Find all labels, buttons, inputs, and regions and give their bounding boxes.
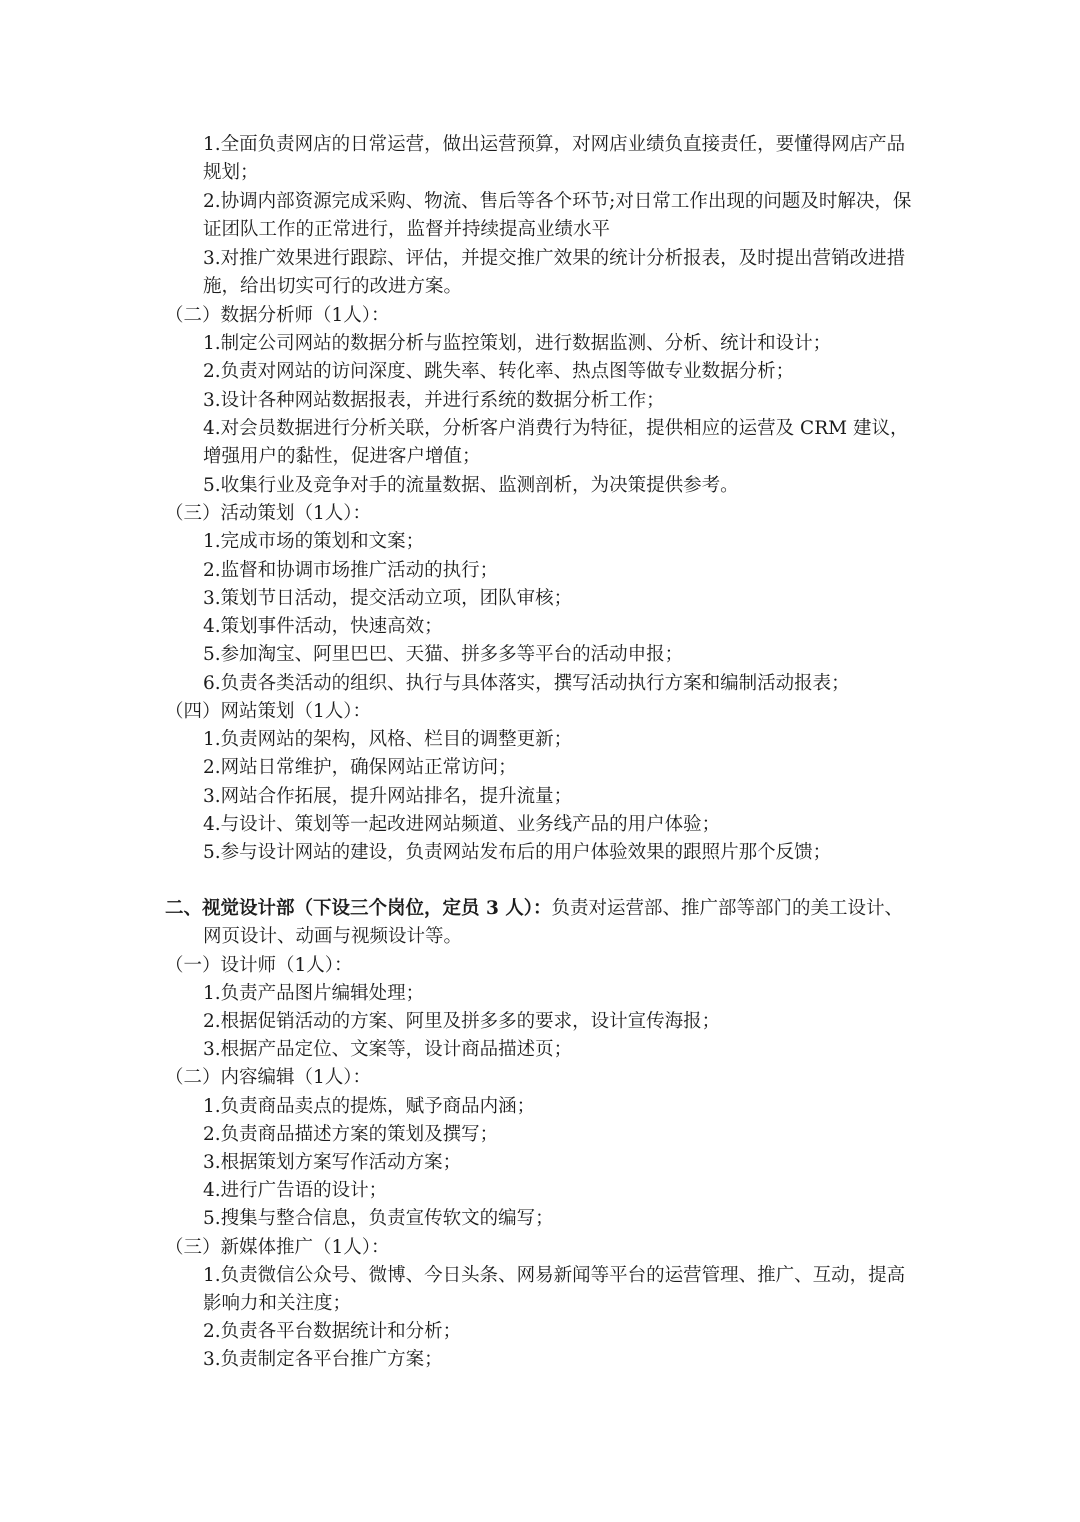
text-line: 2.协调内部资源完成采购、物流、售后等各个环节;对日常工作出现的问题及时解决，保 — [203, 191, 912, 212]
subsection-heading: （三）新媒体推广（1人）： — [165, 1237, 390, 1258]
section-heading-desc: 负责对运营部、推广部等部门的美工设计、 — [551, 898, 904, 919]
text-line: 5.收集行业及竞争对手的流量数据、监测剖析，为决策提供参考。 — [203, 475, 739, 496]
text-line: 6.负责各类活动的组织、执行与具体落实，撰写活动执行方案和编制活动报表； — [203, 673, 850, 694]
text-line: 4.与设计、策划等一起改进网站频道、业务线产品的用户体验； — [203, 814, 721, 835]
subsection-heading: （二）数据分析师（1人）： — [165, 305, 390, 326]
text-line: 网页设计、动画与视频设计等。 — [203, 926, 463, 947]
text-line: 4.进行广告语的设计； — [203, 1180, 388, 1201]
text-line: 3.根据策划方案写作活动方案； — [203, 1152, 462, 1173]
text-line: 4.对会员数据进行分析关联，分析客户消费行为特征，提供相应的运营及 CRM 建议， — [203, 418, 909, 439]
text-line: 1.负责微信公众号、微博、今日头条、网易新闻等平台的运营管理、推广、互动，提高 — [203, 1265, 906, 1286]
text-line: 1.制定公司网站的数据分析与监控策划，进行数据监测、分析、统计和设计； — [203, 333, 832, 354]
text-line: 2.根据促销活动的方案、阿里及拼多多的要求，设计宣传海报； — [203, 1011, 721, 1032]
text-line: 2.负责商品描述方案的策划及撰写； — [203, 1124, 499, 1145]
subsection-heading: （一）设计师（1人）： — [165, 955, 353, 976]
text-line: 1.完成市场的策划和文案； — [203, 531, 425, 552]
text-line: 1.负责网站的架构，风格、栏目的调整更新； — [203, 729, 573, 750]
text-line: 3.设计各种网站数据报表，并进行系统的数据分析工作； — [203, 390, 665, 411]
text-line: 1.全面负责网店的日常运营，做出运营预算，对网店业绩负直接责任，要懂得网店产品 — [203, 134, 906, 155]
text-line: 3.策划节日活动，提交活动立项，团队审核； — [203, 588, 573, 609]
text-line: 5.搜集与整合信息，负责宣传软文的编写； — [203, 1208, 554, 1229]
text-line: 3.根据产品定位、文案等，设计商品描述页； — [203, 1039, 573, 1060]
text-line: 5.参加淘宝、阿里巴巴、天猫、拼多多等平台的活动申报； — [203, 644, 684, 665]
section-heading — [165, 895, 903, 923]
text-line: 1.负责产品图片编辑处理； — [203, 983, 425, 1004]
text-line: 规划； — [203, 162, 259, 183]
text-line: 增强用户的黏性，促进客户增值； — [203, 446, 481, 467]
text-line: 2.负责各平台数据统计和分析； — [203, 1321, 462, 1342]
text-line: 4.策划事件活动，快速高效； — [203, 616, 443, 637]
text-line: 3.网站合作拓展，提升网站排名，提升流量； — [203, 786, 573, 807]
text-line: 施，给出切实可行的改进方案。 — [203, 276, 463, 297]
text-line: 证团队工作的正常进行，监督并持续提高业绩水平 — [203, 219, 611, 240]
subsection-heading: （二）内容编辑（1人）： — [165, 1067, 372, 1088]
text-line: 2.负责对网站的访问深度、跳失率、转化率、热点图等做专业数据分析； — [203, 361, 795, 382]
text-line: 3.对推广效果进行跟踪、评估，并提交推广效果的统计分析报表，及时提出营销改进措 — [203, 248, 906, 269]
section-heading-title: 二、视觉设计部（下设三个岗位，定员 3 人）： — [165, 898, 552, 919]
text-line: 影响力和关注度； — [203, 1293, 352, 1314]
text-line: 1.负责商品卖点的提炼，赋予商品内涵； — [203, 1096, 536, 1117]
subsection-heading: （三）活动策划（1人）： — [165, 503, 372, 524]
text-line: 2.网站日常维护，确保网站正常访问； — [203, 757, 517, 778]
text-line: 5.参与设计网站的建设，负责网站发布后的用户体验效果的跟照片那个反馈； — [203, 842, 832, 863]
text-line: 2.监督和协调市场推广活动的执行； — [203, 560, 499, 581]
subsection-heading: （四）网站策划（1人）： — [165, 701, 372, 722]
text-line: 3.负责制定各平台推广方案； — [203, 1349, 443, 1370]
